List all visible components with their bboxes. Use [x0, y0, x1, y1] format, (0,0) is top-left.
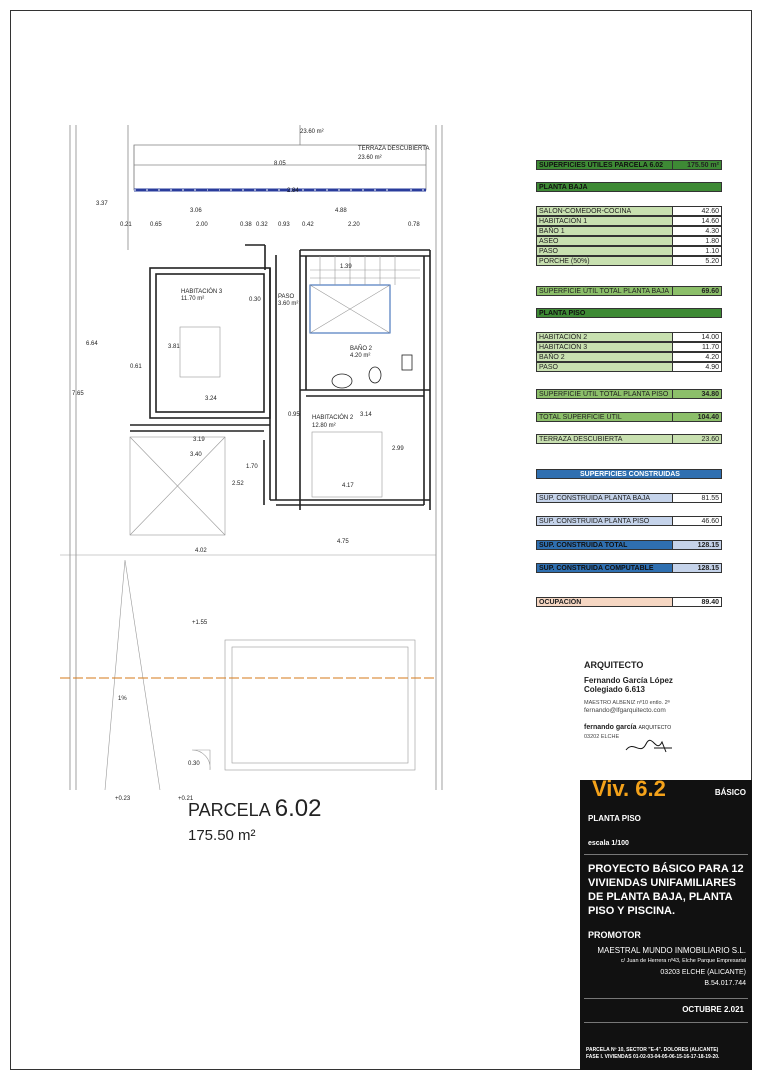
parcel-area: 175.50 m²: [188, 827, 256, 844]
ocupacion-row: OCUPACIÓN 89.40: [536, 597, 722, 607]
total-util-row: TOTAL SUPERFICIE ÚTIL 104.40: [536, 412, 722, 422]
promotor-info: MAESTRAL MUNDO INMOBILIARIO S.L. c/ Juan de Herrera nº43, Elche Parque Empresarial 03203 ELCHE (ALICANTE) B.54.017.744: [597, 946, 746, 987]
dim-488: 4.88: [335, 208, 347, 214]
construidas-heading: SUPERFICIES CONSTRUIDAS: [536, 469, 722, 479]
planta-baja-heading: PLANTA BAJA: [536, 182, 722, 192]
dim-030b: 0.30: [188, 761, 200, 767]
sc-pb-row: SUP. CONSTRUIDA PLANTA BAJA 81.55: [536, 493, 722, 503]
project-phase: BÁSICO: [714, 788, 746, 797]
room-hab2: HABITACIÓN 2: [312, 415, 354, 421]
parcel-number: 6.02: [274, 795, 322, 822]
table-row: PORCHE (50%) 5.20: [536, 256, 722, 266]
level-021: +0.21: [178, 796, 194, 802]
table-row: SALON-COMEDOR-COCINA 42.60: [536, 206, 722, 216]
scale-label: escala 1/100: [588, 840, 629, 847]
housing-id: Viv. 6.2: [592, 776, 666, 801]
dim-417: 4.17: [342, 483, 354, 489]
dim-200: 2.00: [196, 222, 208, 228]
dim-030: 0.30: [249, 297, 261, 303]
sc-total-row: SUP. CONSTRUIDA TOTAL 128.15: [536, 540, 722, 550]
dim-337: 3.37: [96, 201, 108, 207]
architect-title: ARQUITECTO: [584, 660, 644, 670]
architect-firm: fernando garcía: [584, 724, 637, 731]
dim-139: 1.39: [340, 264, 352, 270]
dim-284: 2.84: [287, 188, 299, 194]
level-155: +1.55: [192, 620, 208, 626]
room-paso-area: 3.60 m²: [278, 301, 299, 307]
table-row: BAÑO 1 4.30: [536, 226, 722, 236]
dim-061: 0.61: [130, 364, 142, 370]
parcel-title: [188, 795, 321, 823]
title-block: [580, 776, 752, 1070]
architect-city: 03202 ELCHE: [584, 734, 620, 740]
dim-220: 2.20: [348, 222, 360, 228]
dim-252: 2.52: [232, 481, 244, 487]
table-row: HABITACIÓN 3 11.70: [536, 342, 722, 352]
dim-095: 0.95: [288, 412, 300, 418]
dim-319: 3.19: [193, 437, 205, 443]
architect-email: fernando@lfgarquitecto.com: [584, 707, 666, 714]
architect-address: MAESTRO ALBENIZ nº10 entlo. 2ª: [584, 700, 670, 706]
planta-piso-heading: PLANTA PISO: [536, 308, 722, 318]
room-bano-area: 4.20 m²: [350, 353, 371, 359]
room-paso: PASO: [278, 294, 295, 300]
level-023: +0.23: [115, 796, 131, 802]
total-pp-row: SUPERFICIE ÚTIL TOTAL PLANTA PISO 34.80: [536, 389, 722, 399]
terraza-label: TERRAZA DESCUBIERTA: [358, 146, 430, 152]
dim-402: 4.02: [195, 548, 207, 554]
total-pb-row: SUPERFICIE ÚTIL TOTAL PLANTA BAJA 69.60: [536, 286, 722, 296]
dim-314: 3.14: [360, 412, 372, 418]
drawing-name: PLANTA PISO: [588, 814, 641, 823]
architect-name: Fernando García López: [584, 676, 673, 685]
table-row: PASO 1.10: [536, 246, 722, 256]
table-row: PASO 4.90: [536, 362, 722, 372]
dim-078: 0.78: [408, 222, 420, 228]
room-hab3-area: 11.70 m²: [181, 296, 205, 302]
promotor-title: PROMOTOR: [588, 930, 641, 940]
dim-475: 4.75: [337, 539, 349, 545]
project-description: PROYECTO BÁSICO PARA 12 VIVIENDAS UNIFAMILIARES DE PLANTA BAJA, PLANTA PISO Y PISCINA.: [588, 863, 744, 917]
footer-info: PARCELA Nº 10, SECTOR "E-4". DOLORES (ALICANTE) FASE I. VIVIENDAS 01-02-03-04-05-06-15-16-17-18-19-20.: [586, 1047, 720, 1060]
table-header-row: SUPERFICIES ÚTILES PARCELA 6.02 175.50 m²: [536, 160, 722, 170]
architect-colegiado: Colegiado 6.613: [584, 685, 645, 694]
date-label: OCTUBRE 2.021: [682, 1005, 744, 1014]
dim-299: 2.99: [392, 446, 404, 452]
table-row: ASEO 1.80: [536, 236, 722, 246]
sc-pp-row: SUP. CONSTRUIDA PLANTA PISO 46.60: [536, 516, 722, 526]
terraza-area: 23.60 m²: [358, 155, 382, 161]
room-bano: BAÑO 2: [350, 346, 373, 352]
architect-firm-suffix: ARQUITECTO: [638, 725, 672, 731]
table-row: BAÑO 2 4.20: [536, 352, 722, 362]
dim-021: 0.21: [120, 222, 132, 228]
parcel-label: PARCELA: [188, 800, 270, 820]
dim-805: 8.05: [274, 161, 286, 167]
room-hab2-area: 12.80 m²: [312, 423, 336, 429]
architect-block: [584, 660, 744, 741]
dim-381: 3.81: [168, 344, 180, 350]
dim-324: 3.24: [205, 396, 217, 402]
dim-765: 7.65: [72, 391, 84, 397]
dim-340: 3.40: [190, 452, 202, 458]
terraza-row: TERRAZA DESCUBIERTA 23.60: [536, 434, 722, 444]
dim-065: 0.65: [150, 222, 162, 228]
signature-image: [624, 736, 674, 756]
dim-306: 3.06: [190, 208, 202, 214]
dim-top-area: 23.60 m²: [300, 129, 324, 135]
dim-664: 6.64: [86, 341, 98, 347]
room-hab3: HABITACIÓN 3: [181, 289, 223, 295]
slope-label: 1%: [118, 696, 127, 702]
dim-093: 0.93: [278, 222, 290, 228]
sc-comp-row: SUP. CONSTRUIDA COMPUTABLE 128.15: [536, 563, 722, 573]
dim-032: 0.32: [256, 222, 268, 228]
table-row: HABITACIÓN 2 14.00: [536, 332, 722, 342]
dim-170: 1.70: [246, 464, 258, 470]
table-row: HABITACIÓN 1 14.60: [536, 216, 722, 226]
dim-042: 0.42: [302, 222, 314, 228]
dim-038: 0.38: [240, 222, 252, 228]
